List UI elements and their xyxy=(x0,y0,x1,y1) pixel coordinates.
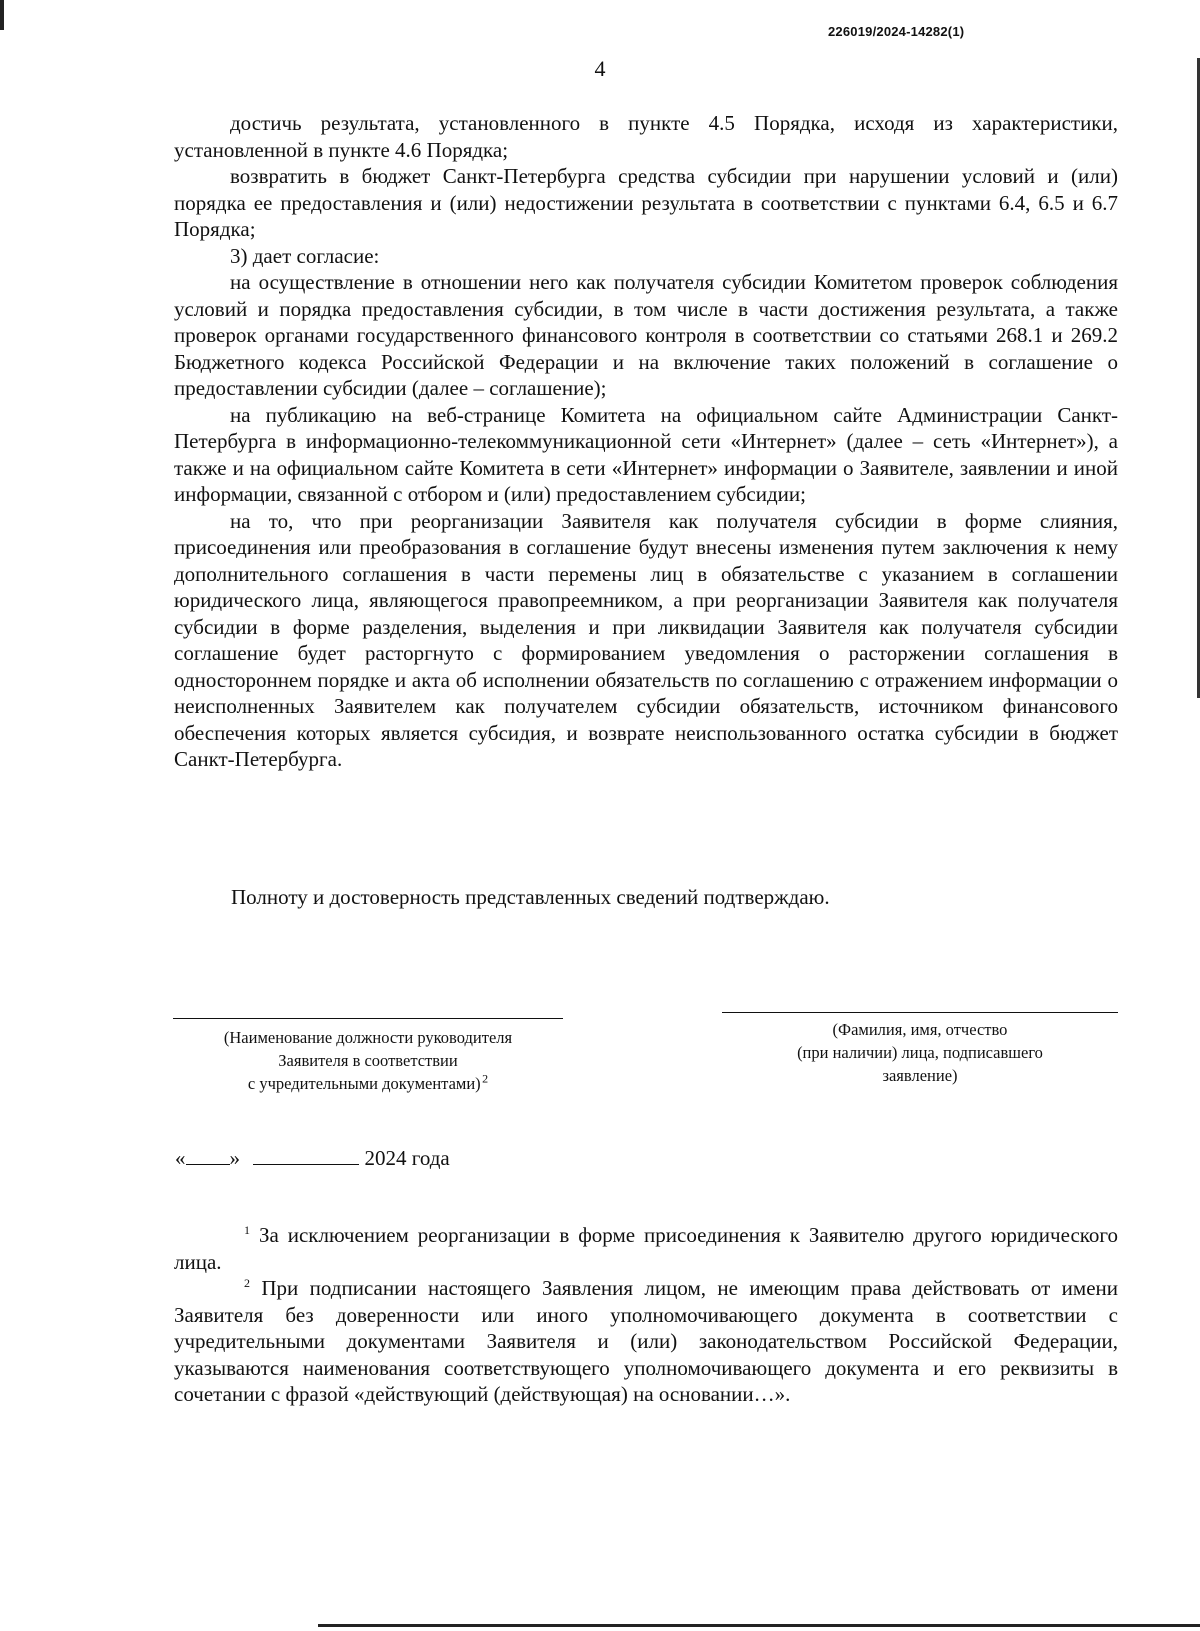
caption-line: заявление) xyxy=(882,1066,958,1085)
footnote-ref: 2 xyxy=(482,1071,489,1086)
scan-edge-mark xyxy=(318,1624,1200,1627)
main-text xyxy=(174,110,1118,773)
date-field xyxy=(175,1145,450,1171)
footnote-text: За исключением реорганизации в форме присоединения к Заявителю другого юридического лица. xyxy=(174,1223,1118,1274)
paragraph: на то, что при реорганизации Заявителя как получателя субсидии в форме слияния, присоединения или преобразования в соглашение будут внесены изменения путем заключения к нему дополнительного соглашения в части перемены лиц в обязательстве с указанием в соглашении юридического лица, являющегося правопреемником, а при реорганизации Заявителя как получателя субсидии в форме разделения, выделения и при ликвидации Заявителя как получателя субсидии соглашение будет расторгнуто с формированием уведомления о расторжении соглашения в одностороннем порядке и акта об исполнении обязательств по соглашению с отражением информации о неисполненных Заявителем как получателем субсидии обязательств, источником финансового обеспечения которых является субсидия, и возврате неиспользованного остатка субсидии в бюджет Санкт-Петербурга. xyxy=(174,508,1118,771)
footnotes xyxy=(174,1222,1118,1408)
paragraph: достичь результата, установленного в пункте 4.5 Порядка, исходя из характеристики, установленной в пункте 4.6 Порядка; xyxy=(174,111,1118,162)
paragraph: на публикацию на веб-странице Комитета на официальном сайте Администрации Санкт-Петербурга в информационно-телекоммуникационной сети «Интернет» (далее – сеть «Интернет»), а также и на официальном сайте Комитета в сети «Интернет» информации о Заявителе, заявлении и иной информации, связанной с отбором и (или) предоставлением субсидии; xyxy=(174,402,1118,506)
paragraph: возвратить в бюджет Санкт-Петербурга средства субсидии при нарушении условий и (или) порядка ее предоставления и (или) недостижении результата в соответствии с пунктами 6.4, 6.5 и 6.7 Порядка; xyxy=(174,164,1118,241)
name-caption xyxy=(722,1018,1118,1087)
caption-line: Заявителя в соответствии xyxy=(278,1051,458,1070)
confirmation-statement: Полноту и достоверность представленных сведений подтверждаю. xyxy=(231,885,830,909)
footnote-text: При подписании настоящего Заявления лицом, не имеющим права действовать от имени Заявителя без доверенности или иного уполномочивающего документа в соответствии с учредительными документами Заявителя и (или) законодательством Российской Федерации, указываются наименования соответствующего уполномочивающего документа и его реквизиты в сочетании с фразой «действующий (действующая) на основании…». xyxy=(174,1276,1118,1406)
position-signature-line xyxy=(173,1018,563,1019)
footnote xyxy=(174,1275,1118,1408)
caption-line: (Фамилия, имя, отчество xyxy=(832,1020,1008,1039)
caption-line: (при наличии) лица, подписавшего xyxy=(797,1043,1043,1062)
date-open-quote: « xyxy=(175,1146,186,1170)
date-year: 2024 года xyxy=(364,1146,450,1170)
paragraph: 3) дает согласие: xyxy=(230,243,380,268)
document-id: 226019/2024-14282(1) xyxy=(828,24,965,39)
month-blank xyxy=(253,1146,359,1165)
position-caption xyxy=(168,1026,568,1095)
footnote-mark: 1 xyxy=(244,1223,250,1237)
caption-line: (Наименование должности руководителя xyxy=(223,1028,513,1047)
caption-line xyxy=(168,1072,568,1095)
date-close-quote: » xyxy=(229,1146,240,1170)
page-number: 4 xyxy=(594,56,606,81)
day-blank xyxy=(186,1146,230,1165)
caption-text: с учредительными документами) xyxy=(247,1074,481,1093)
paragraph: на осуществление в отношении него как получателя субсидии Комитетом проверок соблюдения условий и порядка предоставления субсидии, в том числе в части достижения результата, а также проверок органами государственного финансового контроля в соответствии со статьями 268.1 и 269.2 Бюджетного кодекса Российской Федерации и на включение таких положений в соглашение о предоставлении субсидии (далее – соглашение); xyxy=(174,270,1118,400)
footnote xyxy=(174,1222,1118,1275)
scan-edge-mark xyxy=(0,0,4,30)
footnote-mark: 2 xyxy=(244,1276,250,1290)
name-signature-line xyxy=(722,1012,1118,1013)
